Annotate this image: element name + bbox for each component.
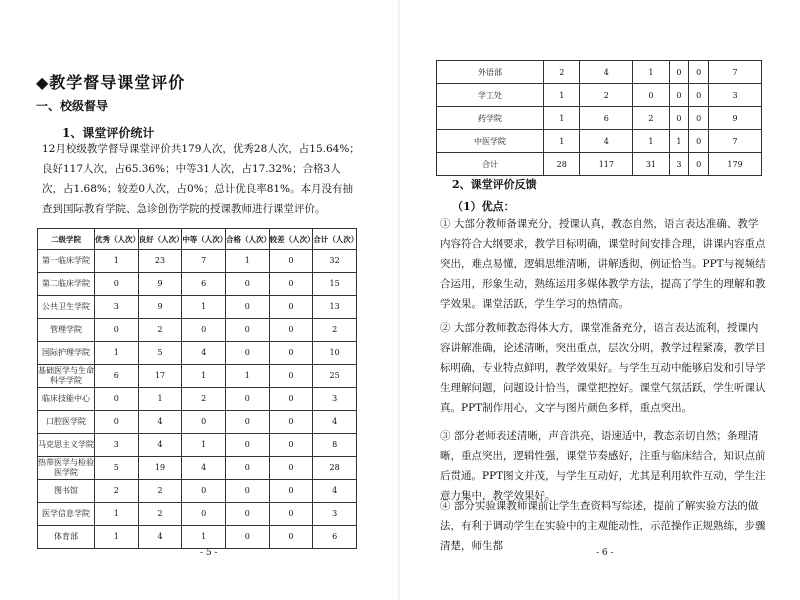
count-cell: 0 — [182, 503, 226, 526]
summary-paragraph: 12月校级教学督导课堂评价共179人次，优秀28人次，占15.64%；良好117人次，占65.36%；中等31人次，占17.32%；合格3人次，占1.68%；较差0人次，占0%；总计优良率81%。本月没有抽查到国际教育学院、急诊创伤学院的授课教师进行课堂评价。 — [42, 143, 360, 215]
count-cell: 15 — [313, 273, 357, 296]
count-cell: 0 — [225, 526, 269, 549]
page-number: - 6 - — [596, 548, 614, 558]
strength-point-1: ① 大部分教师备课充分，授课认真，教态自然，语言表达准确、教学内容符合大纲要求，教学目标明确，课堂时间安排合理，讲课内容重点突出，难点易懂，逻辑思维清晰，讲解透彻，例证恰当。PPT与视频结合运用，形象生动，熟练运用多媒体教学方法，提高了学生的理解和教学效果。课堂活跃，学生学习的热情高。 — [440, 218, 766, 310]
count-cell: 2 — [138, 503, 182, 526]
subsection-heading: 2、课堂评价反馈 — [452, 178, 537, 191]
count-cell: 0 — [225, 342, 269, 365]
count-cell: 1 — [633, 130, 669, 153]
count-cell: 0 — [269, 388, 313, 411]
count-cell: 3 — [95, 434, 139, 457]
table-row — [38, 434, 357, 457]
department-cell: 药学院 — [437, 107, 544, 130]
department-cell: 管理学院 — [38, 319, 95, 342]
department-cell: 合计 — [437, 153, 544, 176]
count-cell: 0 — [95, 319, 139, 342]
count-cell: 0 — [269, 250, 313, 273]
count-cell: 8 — [313, 434, 357, 457]
count-cell: 9 — [138, 296, 182, 319]
count-cell: 9 — [709, 107, 762, 130]
count-cell: 3 — [95, 296, 139, 319]
count-cell: 13 — [313, 296, 357, 319]
table-row — [437, 61, 762, 84]
count-cell: 1 — [669, 130, 689, 153]
table-row — [38, 526, 357, 549]
count-cell: 0 — [689, 153, 709, 176]
table-row — [38, 388, 357, 411]
count-cell: 25 — [313, 365, 357, 388]
department-cell: 第二临床学院 — [38, 273, 95, 296]
count-cell: 0 — [669, 84, 689, 107]
count-cell: 0 — [269, 503, 313, 526]
header-cell: 合格（人次） — [225, 229, 269, 250]
count-cell: 0 — [689, 84, 709, 107]
count-cell: 0 — [633, 84, 669, 107]
count-cell: 5 — [95, 457, 139, 480]
table-row — [437, 84, 762, 107]
header-cell: 中等（人次） — [182, 229, 226, 250]
count-cell: 17 — [138, 365, 182, 388]
department-cell: 马克思主义学院 — [38, 434, 95, 457]
page-number: - 5 - — [200, 548, 218, 558]
count-cell: 2 — [138, 319, 182, 342]
count-cell: 179 — [709, 153, 762, 176]
count-cell: 4 — [182, 457, 226, 480]
count-cell: 0 — [95, 388, 139, 411]
count-cell: 0 — [225, 503, 269, 526]
count-cell: 23 — [138, 250, 182, 273]
count-cell: 117 — [580, 153, 633, 176]
count-cell: 2 — [182, 388, 226, 411]
count-cell: 19 — [138, 457, 182, 480]
count-cell: 1 — [182, 526, 226, 549]
count-cell: 1 — [95, 503, 139, 526]
count-cell: 2 — [633, 107, 669, 130]
header-cell: 优秀（人次） — [95, 229, 139, 250]
count-cell: 0 — [225, 480, 269, 503]
department-cell: 第一临床学院 — [38, 250, 95, 273]
count-cell: 1 — [225, 365, 269, 388]
count-cell: 0 — [269, 365, 313, 388]
subsection-heading: 1、课堂评价统计 — [62, 126, 155, 140]
strength-point-4: ④ 部分实验课教师课前让学生查资料写综述，提前了解实验方法的做法，有利于调动学生在实验中的主观能动性，示范操作正规熟练，步骤清楚，师生都 — [440, 500, 766, 552]
count-cell: 0 — [269, 296, 313, 319]
count-cell: 6 — [182, 273, 226, 296]
count-cell: 1 — [182, 434, 226, 457]
count-cell: 1 — [225, 250, 269, 273]
table-row — [38, 296, 357, 319]
count-cell: 2 — [138, 480, 182, 503]
count-cell: 31 — [633, 153, 669, 176]
count-cell: 7 — [709, 61, 762, 84]
count-cell: 4 — [138, 434, 182, 457]
count-cell: 0 — [689, 61, 709, 84]
count-cell: 4 — [182, 342, 226, 365]
count-cell: 0 — [269, 434, 313, 457]
table-row — [38, 342, 357, 365]
count-cell: 5 — [138, 342, 182, 365]
count-cell: 3 — [313, 388, 357, 411]
count-cell: 6 — [580, 107, 633, 130]
count-cell: 0 — [269, 411, 313, 434]
count-cell: 0 — [225, 296, 269, 319]
count-cell: 0 — [182, 411, 226, 434]
count-cell: 3 — [313, 503, 357, 526]
table-row — [437, 107, 762, 130]
count-cell: 3 — [669, 153, 689, 176]
count-cell: 4 — [138, 411, 182, 434]
department-cell: 医学信息学院 — [38, 503, 95, 526]
department-cell: 基础医学与生命科学学院 — [38, 365, 95, 388]
count-cell: 0 — [269, 457, 313, 480]
department-cell: 热带医学与检验医学院 — [38, 457, 95, 480]
count-cell: 0 — [225, 273, 269, 296]
count-cell: 6 — [95, 365, 139, 388]
table-header-row — [38, 229, 357, 250]
department-cell: 口腔医学院 — [38, 411, 95, 434]
strength-point-3: ③ 部分老师表述清晰，声音洪亮，语速适中，教态亲切自然；条理清晰，重点突出，逻辑性强，课堂节奏感好，注重与临床结合，知识点前后贯通。PPT图文并茂，与学生互动好，尤其是利用软件互动，学生注意力集中，教学效果好。 — [440, 430, 766, 502]
table-row — [38, 457, 357, 480]
count-cell: 1 — [95, 342, 139, 365]
count-cell: 1 — [95, 250, 139, 273]
count-cell: 0 — [269, 273, 313, 296]
page-title: ◆教学督导课堂评价 — [36, 73, 186, 92]
count-cell: 6 — [313, 526, 357, 549]
strengths-heading: （1）优点： — [452, 200, 515, 213]
count-cell: 0 — [269, 526, 313, 549]
count-cell: 4 — [138, 526, 182, 549]
count-cell: 0 — [225, 388, 269, 411]
strength-point-2: ② 大部分教师教态得体大方，课堂准备充分，语言表达流利，授课内容讲解准确，论述清晰，突出重点，层次分明，教学过程紧凑，教学目标明确，专业特点鲜明，教学效果好。与学生互动中能够启发和引导学生理解问题，问题设计恰当，课堂把控好。课堂气氛活跃，学生听课认真。PPT制作用心，文字与图片颜色多样，重点突出。 — [440, 322, 766, 414]
count-cell: 2 — [95, 480, 139, 503]
table-body — [437, 61, 762, 176]
department-cell: 中医学院 — [437, 130, 544, 153]
department-cell: 图书馆 — [38, 480, 95, 503]
header-cell: 二级学院 — [38, 229, 95, 250]
count-cell: 2 — [580, 84, 633, 107]
table-row — [38, 480, 357, 503]
count-cell: 0 — [225, 319, 269, 342]
count-cell: 2 — [313, 319, 357, 342]
count-cell: 3 — [709, 84, 762, 107]
count-cell: 4 — [313, 480, 357, 503]
count-cell: 1 — [544, 107, 580, 130]
department-cell: 临床技能中心 — [38, 388, 95, 411]
count-cell: 1 — [633, 61, 669, 84]
count-cell: 28 — [313, 457, 357, 480]
header-cell: 良好（人次） — [138, 229, 182, 250]
count-cell: 1 — [95, 526, 139, 549]
count-cell: 1 — [544, 84, 580, 107]
count-cell: 7 — [709, 130, 762, 153]
count-cell: 0 — [669, 61, 689, 84]
count-cell: 1 — [182, 296, 226, 319]
table-row — [38, 250, 357, 273]
count-cell: 0 — [689, 107, 709, 130]
count-cell: 0 — [182, 480, 226, 503]
department-cell: 外语部 — [437, 61, 544, 84]
count-cell: 0 — [225, 411, 269, 434]
count-cell: 4 — [580, 130, 633, 153]
count-cell: 0 — [225, 434, 269, 457]
count-cell: 28 — [544, 153, 580, 176]
count-cell: 9 — [138, 273, 182, 296]
count-cell: 0 — [182, 319, 226, 342]
count-cell: 0 — [689, 130, 709, 153]
count-cell: 7 — [182, 250, 226, 273]
table-body — [38, 250, 357, 549]
department-cell: 体育部 — [38, 526, 95, 549]
table-row — [437, 130, 762, 153]
department-cell: 公共卫生学院 — [38, 296, 95, 319]
count-cell: 0 — [269, 480, 313, 503]
count-cell: 4 — [313, 411, 357, 434]
count-cell: 0 — [95, 411, 139, 434]
evaluation-table — [37, 228, 357, 549]
count-cell: 1 — [182, 365, 226, 388]
table-row — [38, 273, 357, 296]
header-cell: 较差（人次） — [269, 229, 313, 250]
table-row — [38, 503, 357, 526]
table-row — [38, 319, 357, 342]
count-cell: 0 — [95, 273, 139, 296]
count-cell: 1 — [544, 130, 580, 153]
table-row — [38, 365, 357, 388]
count-cell: 4 — [580, 61, 633, 84]
header-cell: 合计（人次） — [313, 229, 357, 250]
count-cell: 32 — [313, 250, 357, 273]
count-cell: 10 — [313, 342, 357, 365]
count-cell: 0 — [269, 342, 313, 365]
department-cell: 国际护理学院 — [38, 342, 95, 365]
count-cell: 1 — [138, 388, 182, 411]
count-cell: 2 — [544, 61, 580, 84]
evaluation-table-continued — [436, 60, 762, 176]
department-cell: 学工处 — [437, 84, 544, 107]
count-cell: 0 — [269, 319, 313, 342]
section-heading: 一、校级督导 — [36, 99, 109, 113]
table-row — [437, 153, 762, 176]
count-cell: 0 — [669, 107, 689, 130]
count-cell: 0 — [225, 457, 269, 480]
table-row — [38, 411, 357, 434]
